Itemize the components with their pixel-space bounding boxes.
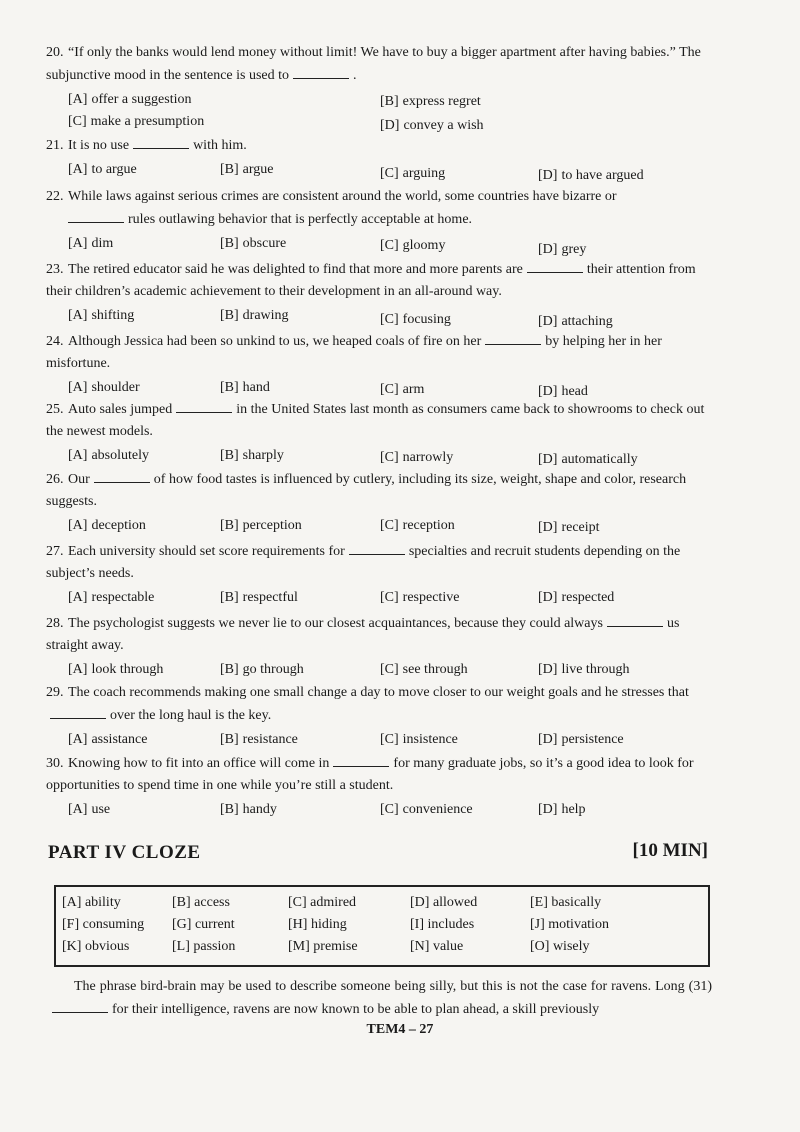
question-stem-end: specialties and recruit students depending on the subject’s needs.	[46, 544, 681, 581]
word-bank-item: [H] hiding	[288, 917, 347, 932]
option-c: [C] insistence	[380, 732, 458, 747]
options	[68, 233, 710, 255]
question-stem-end: their attention from their children’s academic achievement to their development in an all-around way.	[46, 262, 696, 299]
option-b: [B] perception	[220, 518, 302, 533]
question-stem: Our	[68, 472, 90, 487]
question-number: 23.	[46, 262, 64, 277]
word-bank-item: [N] value	[410, 939, 464, 954]
question-stem: The coach recommends making one small change a day to move closer to our weight goals and he stresses that	[68, 685, 689, 700]
answer-blank	[94, 468, 150, 483]
option-b: [B] resistance	[220, 732, 298, 747]
answer-blank	[293, 64, 349, 79]
word-bank-row	[56, 917, 708, 939]
options	[68, 659, 710, 681]
page-footer: TEM4 – 27	[366, 1022, 434, 1037]
option-d: [D] automatically	[538, 452, 638, 467]
option-b: [B] go through	[220, 662, 304, 677]
option-d: [D] respected	[538, 590, 615, 605]
passage-text-end: for their intelligence, ravens are now known to be able to plan ahead, a skill previously	[112, 1002, 600, 1017]
option-a: [A] offer a suggestion	[68, 92, 192, 107]
question-29	[46, 682, 710, 751]
options	[68, 305, 710, 327]
word-bank-item: [E] basically	[530, 895, 602, 910]
option-a: [A] look through	[68, 662, 164, 677]
option-a: [A] respectable	[68, 590, 155, 605]
option-a: [A] dim	[68, 236, 114, 251]
option-c: [C] gloomy	[380, 238, 446, 253]
answer-blank	[527, 258, 583, 273]
options	[68, 729, 710, 751]
question-number: 22.	[46, 189, 64, 204]
option-b: [B] sharply	[220, 448, 284, 463]
option-c: [C] make a presumption	[68, 114, 205, 129]
question-23	[46, 258, 710, 327]
question-stem: Knowing how to fit into an office will come in	[68, 756, 330, 771]
option-c: [C] narrowly	[380, 450, 454, 465]
answer-blank	[176, 398, 232, 413]
word-bank-item: [A] ability	[62, 895, 121, 910]
question-21	[46, 134, 710, 181]
answer-blank	[349, 540, 405, 555]
word-bank-row	[56, 939, 708, 961]
cloze-passage	[48, 976, 712, 1021]
options	[68, 159, 710, 181]
option-b: [B] express regret	[380, 94, 481, 109]
question-stem: While laws against serious crimes are consistent around the world, some countries have bizarre or	[68, 189, 617, 204]
passage-text: The phrase bird-brain may be used to describe someone being silly, but this is not the case for ravens. Long (31)	[74, 979, 712, 994]
option-b: [B] drawing	[220, 308, 289, 323]
question-stem: It is no use	[68, 138, 130, 153]
option-d: [D] to have argued	[538, 168, 644, 183]
question-number: 30.	[46, 756, 64, 771]
option-c: [C] arm	[380, 382, 425, 397]
options	[68, 89, 710, 135]
word-bank-item: [D] allowed	[410, 895, 478, 910]
answer-blank	[607, 612, 663, 627]
question-22	[46, 186, 710, 255]
question-28	[46, 612, 710, 681]
answer-blank	[52, 998, 108, 1013]
question-26	[46, 468, 710, 537]
question-stem-end: us straight away.	[46, 616, 680, 653]
options	[68, 799, 710, 821]
question-stem-end: by helping her in her misfortune.	[46, 334, 662, 371]
word-bank-item: [I] includes	[410, 917, 475, 932]
word-bank-item: [B] access	[172, 895, 230, 910]
question-20	[46, 42, 710, 135]
question-27	[46, 540, 710, 609]
question-stem: Auto sales jumped	[68, 402, 173, 417]
answer-blank	[333, 752, 389, 767]
question-number: 29.	[46, 685, 64, 700]
word-bank-row	[56, 895, 708, 917]
option-b: [B] handy	[220, 802, 277, 817]
question-stem: Although Jessica had been so unkind to us, we heaped coals of fire on her	[68, 334, 482, 349]
options	[68, 587, 710, 609]
options	[68, 515, 710, 537]
word-bank-item: [L] passion	[172, 939, 236, 954]
answer-blank	[50, 704, 106, 719]
option-d: [D] help	[538, 802, 586, 817]
question-25	[46, 398, 710, 467]
word-bank-item: [K] obvious	[62, 939, 130, 954]
option-a: [A] use	[68, 802, 111, 817]
answer-blank	[68, 208, 124, 223]
option-b: [B] argue	[220, 162, 274, 177]
option-c: [C] respective	[380, 590, 460, 605]
option-d: [D] persistence	[538, 732, 624, 747]
question-stem-end: over the long haul is the key.	[110, 708, 272, 723]
option-c: [C] convenience	[380, 802, 473, 817]
option-d: [D] attaching	[538, 314, 613, 329]
word-bank	[54, 885, 710, 967]
word-bank-item: [M] premise	[288, 939, 358, 954]
question-number: 20.	[46, 45, 64, 60]
option-a: [A] assistance	[68, 732, 148, 747]
question-number: 26.	[46, 472, 64, 487]
option-d: [D] convey a wish	[380, 118, 484, 133]
question-stem: “If only the banks would lend money without limit! We have to buy a bigger apartment after having babies.” The subjunctive mood in the sentence is used to	[46, 45, 701, 83]
option-a: [A] to argue	[68, 162, 137, 177]
question-stem: Each university should set score requirements for	[68, 544, 345, 559]
section-time: [10 MIN]	[632, 840, 708, 861]
option-b: [B] respectful	[220, 590, 298, 605]
question-number: 25.	[46, 402, 64, 417]
option-d: [D] live through	[538, 662, 630, 677]
word-bank-item: [F] consuming	[62, 917, 145, 932]
option-a: [A] absolutely	[68, 448, 149, 463]
word-bank-item: [C] admired	[288, 895, 357, 910]
option-a: [A] shoulder	[68, 380, 140, 395]
word-bank-item: [G] current	[172, 917, 235, 932]
word-bank-item: [J] motivation	[530, 917, 609, 932]
question-stem-end: for many graduate jobs, so it’s a good idea to look for opportunities to spend time in one while you’re still a student.	[46, 756, 694, 793]
question-stem-end: rules outlawing behavior that is perfectly acceptable at home.	[128, 212, 473, 227]
option-b: [B] hand	[220, 380, 270, 395]
question-stem: The retired educator said he was delighted to find that more and more parents are	[68, 262, 523, 277]
option-d: [D] grey	[538, 242, 587, 257]
answer-blank	[133, 134, 189, 149]
option-c: [C] arguing	[380, 166, 446, 181]
question-stem-end: .	[353, 68, 357, 83]
option-c: [C] reception	[380, 518, 455, 533]
option-d: [D] receipt	[538, 520, 600, 535]
question-stem-end: of how food tastes is influenced by cutlery, including its size, weight, shape and color, research suggests.	[46, 472, 687, 509]
section-title: PART IV CLOZE	[48, 842, 201, 863]
answer-blank	[485, 330, 541, 345]
option-c: [C] see through	[380, 662, 468, 677]
question-stem-end: with him.	[193, 138, 247, 153]
question-number: 24.	[46, 334, 64, 349]
question-stem: The psychologist suggests we never lie to our closest acquaintances, because they could always	[68, 616, 603, 631]
question-30	[46, 752, 710, 821]
question-number: 21.	[46, 138, 64, 153]
option-a: [A] shifting	[68, 308, 135, 323]
options	[68, 377, 710, 399]
question-stem-end: in the United States last month as consumers came back to showrooms to check out the newest models.	[46, 402, 705, 439]
option-b: [B] obscure	[220, 236, 287, 251]
option-a: [A] deception	[68, 518, 146, 533]
question-24	[46, 330, 710, 399]
options	[68, 445, 710, 467]
word-bank-item: [O] wisely	[530, 939, 590, 954]
question-number: 27.	[46, 544, 64, 559]
option-d: [D] head	[538, 384, 588, 399]
option-c: [C] focusing	[380, 312, 451, 327]
question-number: 28.	[46, 616, 64, 631]
